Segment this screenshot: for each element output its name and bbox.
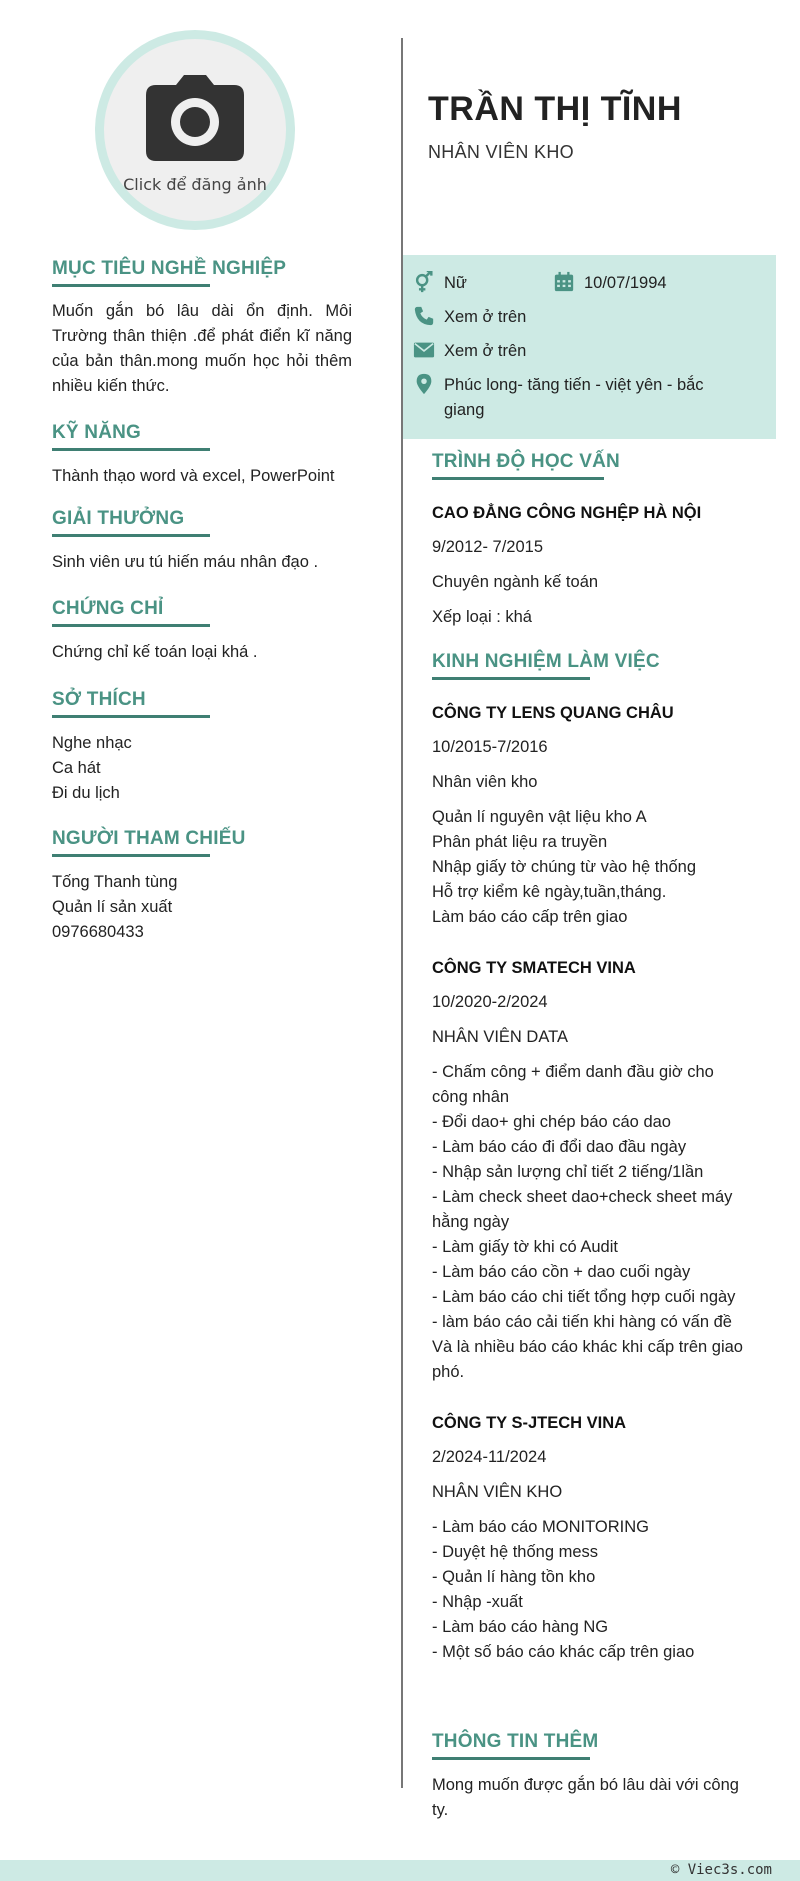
awards-section [52, 508, 352, 575]
phone-icon [413, 305, 435, 327]
objective-text: Muốn gắn bó lâu dài ổn định. Môi Trường thân thiện .để phát điển kĩ năng của bản thân.mong muốn học hỏi thêm nhiều kiến thức. [52, 302, 352, 395]
certificates-section [52, 598, 352, 665]
job-duty-line: Quản lí nguyên vật liệu kho A [432, 808, 647, 826]
job-duty-line: - Một số báo cáo khác cấp trên giao [432, 1643, 695, 1661]
birthday-value: 10/07/1994 [584, 274, 667, 292]
experience-title: KINH NGHIỆM LÀM VIỆC [432, 651, 590, 680]
awards-text: Sinh viên ưu tú hiến máu nhân đạo . [52, 553, 319, 571]
school-name: CAO ĐẲNG CÔNG NGHỆP HÀ NỘI [432, 504, 702, 522]
calendar-icon [553, 271, 575, 293]
candidate-job-title: NHÂN VIÊN KHO [428, 142, 574, 162]
job-duty-line: công nhân [432, 1088, 510, 1106]
objective-title: MỤC TIÊU NGHỀ NGHIỆP [52, 258, 210, 287]
job-duty-line: - Nhập -xuất [432, 1593, 523, 1611]
education-period: 9/2012- 7/2015 [432, 538, 544, 556]
job-duty-line: - Làm báo cáo hàng NG [432, 1618, 609, 1636]
email-value: Xem ở trên [444, 342, 527, 360]
email-row [413, 339, 526, 364]
job-duty-line: - Nhập sản lượng chỉ tiết 2 tiếng/1lần [432, 1163, 704, 1181]
job-duty-line: - Duyệt hệ thống mess [432, 1543, 598, 1561]
job-duty-line: Phân phát liệu ra truyền [432, 833, 608, 851]
birthday-row [553, 271, 667, 296]
job-period: 10/2020-2/2024 [432, 993, 548, 1011]
hobby-item: Nghe nhạc [52, 734, 132, 752]
upload-label: Click để đăng ảnh [123, 175, 267, 194]
job-duty-line: Hỗ trợ kiểm kê ngày,tuần,tháng. [432, 883, 667, 901]
more-info-line: ty. [432, 1801, 449, 1819]
skills-section [52, 422, 352, 489]
job-duty-line: Nhập giấy tờ chúng từ vào hệ thống [432, 858, 697, 876]
job-period: 10/2015-7/2016 [432, 738, 548, 756]
education-title: TRÌNH ĐỘ HỌC VẤN [432, 451, 604, 480]
hobby-item: Ca hát [52, 759, 101, 777]
job-duty-line: Và là nhiều báo cáo khác khi cấp trên giao [432, 1338, 743, 1356]
job-entry [432, 704, 762, 930]
envelope-icon [413, 339, 435, 361]
job-duty-line: - Làm check sheet dao+check sheet máy [432, 1188, 733, 1206]
candidate-name: TRẦN THỊ TĨNH [428, 90, 682, 128]
address-line-1: Phúc long- tăng tiến - việt yên - bắc [444, 376, 704, 394]
gender-icon [413, 271, 435, 293]
job-company: CÔNG TY S-JTECH VINA [432, 1414, 627, 1432]
references-section [52, 828, 352, 945]
address-row [413, 373, 753, 423]
contact-box [403, 255, 776, 439]
job-duty-line: - Làm báo cáo chi tiết tổng hợp cuối ngày [432, 1288, 736, 1306]
awards-title: GIẢI THƯỞNG [52, 508, 210, 537]
address-line-2: giang [444, 401, 485, 419]
phone-value: Xem ở trên [444, 308, 527, 326]
location-pin-icon [413, 373, 435, 395]
job-duty-line: - Quản lí hàng tồn kho [432, 1568, 596, 1586]
skills-text: Thành thạo word và excel, PowerPoint [52, 467, 335, 485]
job-duty-line: - làm báo cáo cải tiến khi hàng có vấn đề [432, 1313, 732, 1331]
job-duty-line: phó. [432, 1363, 465, 1381]
job-entry [432, 1414, 762, 1665]
certificates-title: CHỨNG CHỈ [52, 598, 210, 627]
gender-row [413, 271, 467, 296]
education-grade: Xếp loại : khá [432, 608, 532, 626]
job-duty-line: Làm báo cáo cấp trên giao [432, 908, 628, 926]
reference-name: Tống Thanh tùng [52, 873, 178, 891]
job-role: Nhân viên kho [432, 773, 538, 791]
job-duty-line: - Làm giấy tờ khi có Audit [432, 1238, 618, 1256]
reference-position: Quản lí sản xuất [52, 898, 173, 916]
reference-phone: 0976680433 [52, 923, 144, 941]
avatar-upload[interactable] [95, 30, 295, 230]
address-value [444, 373, 704, 423]
more-info-section [432, 1731, 762, 1823]
footer-bar [0, 1860, 800, 1881]
objective-section [52, 258, 352, 399]
more-info-title: THÔNG TIN THÊM [432, 1731, 590, 1760]
job-duty-line: - Đổi dao+ ghi chép báo cáo dao [432, 1113, 671, 1131]
education-major: Chuyên ngành kế toán [432, 573, 599, 591]
skills-title: KỸ NĂNG [52, 422, 210, 451]
job-role: NHÂN VIÊN KHO [432, 1483, 563, 1501]
phone-row [413, 305, 526, 330]
hobby-item: Đi du lịch [52, 784, 120, 802]
job-duty-line: hằng ngày [432, 1213, 510, 1231]
certificates-text: Chứng chỉ kế toán loại khá . [52, 643, 258, 661]
experience-section [432, 651, 762, 1665]
references-title: NGƯỜI THAM CHIẾU [52, 828, 210, 857]
education-section [432, 451, 762, 630]
hobbies-title: SỞ THÍCH [52, 689, 210, 718]
job-duty-line: - Làm báo cáo MONITORING [432, 1518, 650, 1536]
camera-icon [146, 75, 244, 161]
more-info-line: Mong muốn được gắn bó lâu dài với công [432, 1776, 739, 1794]
job-duty-line: - Làm báo cáo đi đổi dao đầu ngày [432, 1138, 687, 1156]
job-period: 2/2024-11/2024 [432, 1448, 547, 1466]
job-company: CÔNG TY SMATECH VINA [432, 959, 636, 977]
job-entry [432, 959, 762, 1385]
footer-credit[interactable]: © Viec3s.com [670, 1862, 772, 1878]
hobbies-section [52, 689, 352, 806]
gender-value: Nữ [444, 274, 467, 292]
job-duty-line: - Làm báo cáo cồn + dao cuối ngày [432, 1263, 691, 1281]
job-duty-line: - Chấm công + điểm danh đầu giờ cho [432, 1063, 714, 1081]
job-company: CÔNG TY LENS QUANG CHÂU [432, 704, 674, 722]
job-role: NHÂN VIÊN DATA [432, 1028, 568, 1046]
